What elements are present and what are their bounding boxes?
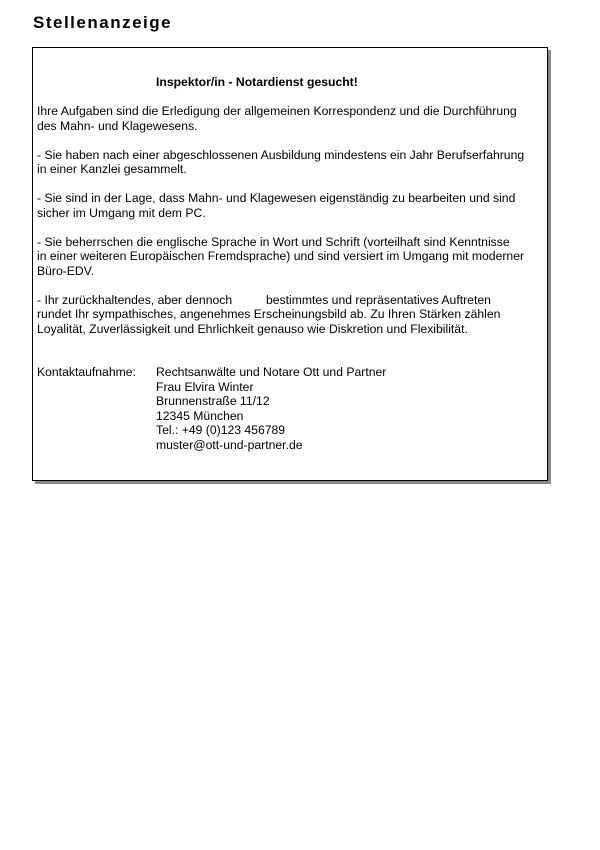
page-title: Stellenanzeige: [33, 13, 173, 32]
contact-phone: Tel.: +49 (0)123 456789: [156, 423, 286, 437]
paragraph-line: - Sie sind in der Lage, dass Mahn- und Klagewesen eigenständig zu bearbeiten und sind: [37, 191, 516, 205]
ad-paragraph-languages: [37, 235, 543, 279]
contact-company: Rechtsanwälte und Notare Ott und Partner: [156, 365, 387, 379]
job-title: Inspektor/in - Notardienst gesucht!: [156, 75, 358, 89]
paragraph-line: des Mahn- und Klagewesens.: [37, 118, 198, 133]
contact-block: [37, 365, 543, 452]
paragraph-line: - Sie beherrschen die englische Sprache in Wort und Schrift (vorteilhaft sind Kenntnisse: [37, 234, 510, 249]
paragraph-line: in einer Kanzlei gesammelt.: [37, 162, 187, 176]
paragraph-line: in einer weiteren Europäischen Fremdsprache) und sind versiert im Umgang mit moderner: [37, 249, 525, 263]
spacer: [37, 351, 543, 366]
contact-street: Brunnenstraße 11/12: [156, 394, 270, 408]
paragraph-line: Loyalität, Zuverlässigkeit und Ehrlichkeit genauso wie Diskretion und Flexibilität.: [37, 321, 468, 336]
contact-email: muster@ott-und-partner.de: [156, 437, 303, 452]
paragraph-line: sicher im Umgang mit dem PC.: [37, 205, 206, 220]
job-ad-box: [32, 47, 548, 481]
ad-paragraph-experience: [37, 148, 543, 177]
contact-person: Frau Elvira Winter: [156, 379, 254, 394]
contact-label: Kontaktaufnahme:: [37, 365, 136, 379]
paragraph-line: Ihre Aufgaben sind die Erledigung der allgemeinen Korrespondenz und die Durchführung: [37, 104, 517, 118]
contact-city: 12345 München: [156, 408, 244, 423]
ad-paragraph-personality: [37, 293, 543, 337]
paragraph-line: - Ihr zurückhaltendes, aber dennoch bestimmtes und repräsentatives Auftreten: [37, 292, 491, 307]
paragraph-line: Büro-EDV.: [37, 263, 95, 278]
paragraph-line: rundet Ihr sympathisches, angenehmes Erscheinungsbild ab. Zu Ihren Stärken zählen: [37, 307, 501, 321]
ad-paragraph-skills: [37, 191, 543, 220]
ad-paragraph-tasks: [37, 104, 543, 133]
contact-details: [156, 365, 386, 452]
paragraph-line: - Sie haben nach einer abgeschlossenen Ausbildung mindestens ein Jahr Berufserfahrung: [37, 147, 525, 162]
job-ad-content: [37, 75, 543, 452]
